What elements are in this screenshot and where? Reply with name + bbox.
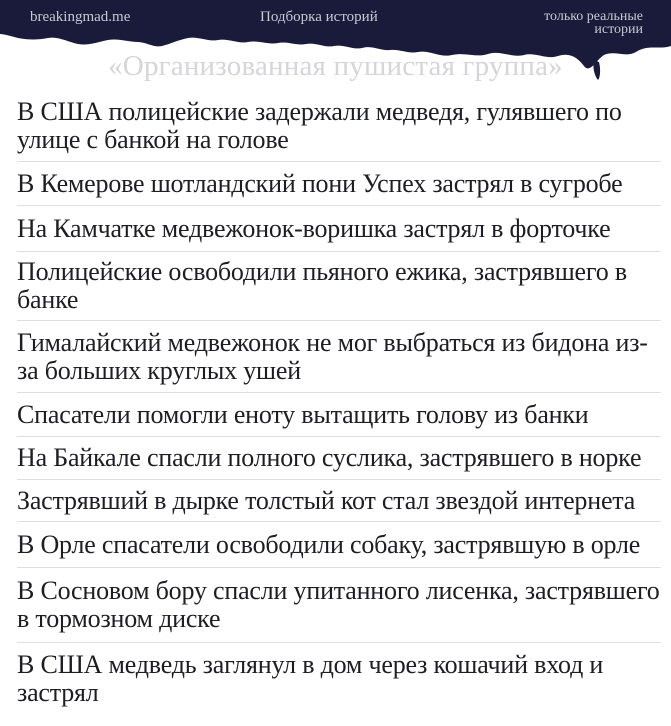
story-headline[interactable]: В Орле спасатели освободили собаку, застрявшую в орле <box>17 529 641 559</box>
story-headline[interactable]: Спасатели помогли еноту вытащить голову из банки <box>17 399 589 429</box>
story-headline[interactable]: В США полицейские задержали медведя, гулявшего по улице с банкой на голове <box>17 96 622 154</box>
story-item[interactable] <box>17 393 661 437</box>
story-item[interactable] <box>17 437 661 480</box>
section-link[interactable]: Подборка историй <box>260 9 378 25</box>
tagline: только реальные истории <box>544 9 643 37</box>
story-headline[interactable]: Полицейские освободили пьяного ежика, застрявшего в банке <box>17 257 627 314</box>
story-item[interactable] <box>17 321 661 393</box>
story-headline[interactable]: В Кемерове шотландский пони Успех застрял в сугробе <box>17 168 623 198</box>
story-headline[interactable]: В Сосновом бору спасли упитанного лисенка, застрявшего в тормозном диске <box>17 576 660 633</box>
story-headline[interactable]: Застрявший в дырке толстый кот стал звездой интернета <box>17 485 636 515</box>
story-item[interactable] <box>17 480 661 522</box>
story-headline[interactable]: На Камчатке медвежонок-воришка застрял в форточке <box>17 213 611 243</box>
story-item[interactable] <box>17 252 661 321</box>
story-item[interactable] <box>17 643 661 715</box>
story-headline[interactable]: На Байкале спасли полного суслика, застрявшего в норке <box>17 443 642 472</box>
story-headline[interactable]: В США медведь заглянул в дом через кошачий вход и застрял <box>17 650 604 707</box>
story-item[interactable] <box>17 522 661 568</box>
story-headline[interactable]: Гималайский медвежонок не мог выбраться из бидона из-за больших круглых ушей <box>17 327 648 385</box>
page-title: «Организованная пушистая группа» <box>108 50 563 82</box>
story-item[interactable] <box>17 162 661 206</box>
story-list <box>17 90 661 715</box>
site-name[interactable]: breakingmad.me <box>30 9 131 25</box>
story-item[interactable] <box>17 568 661 643</box>
story-item[interactable] <box>17 206 661 252</box>
story-item[interactable] <box>17 90 661 162</box>
